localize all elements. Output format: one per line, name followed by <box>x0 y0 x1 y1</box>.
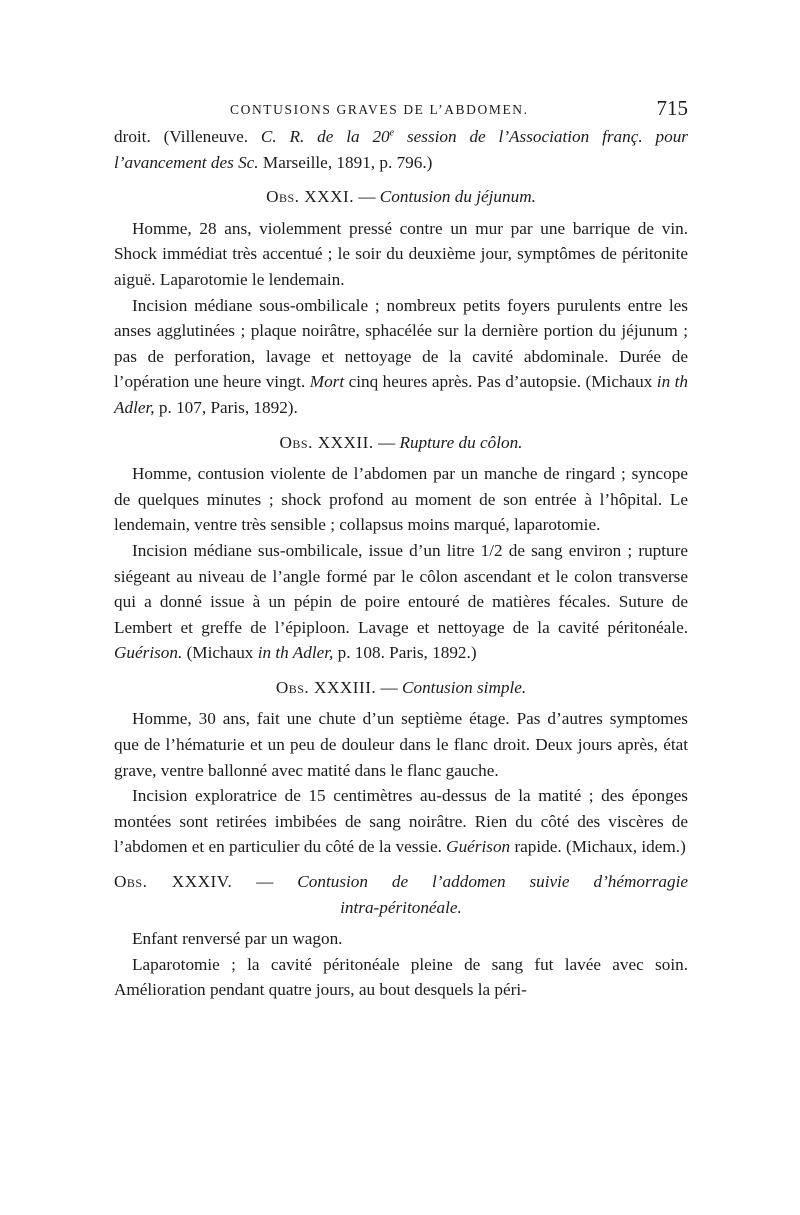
obs-31-label: Obs. XXXI. <box>266 187 355 207</box>
obs-34-paragraph-2: Laparotomie ; la cavité péritonéale pleine de sang fut lavée avec soin. Amélioration pendant quatre jours, au bout desquels la péri- <box>114 954 688 1000</box>
outcome-guerison: Guérison <box>446 837 511 857</box>
obs-33-paragraph-1: Homme, 30 ans, fait une chute d’un septième étage. Pas d’autres symptomes que de l’hématurie et un peu de douleur dans le flanc droit. Deux jours après, état grave, ventre ballonné avec matité dans le flanc gauche. <box>114 709 688 780</box>
obs-32-label: Obs. XXXII. <box>279 432 374 452</box>
obs-31-title: Contusion du jéjunum. <box>379 187 536 207</box>
obs-32-heading: Obs. XXXII. — Rupture du côlon. <box>279 432 523 452</box>
obs-34-title-line-2: intra-péritonéale. <box>340 897 462 917</box>
reference-italic: C. R. de la 20e session de l’Association franç. pour l’avancement des Sc. <box>114 127 689 172</box>
obs-32-title: Rupture du côlon. <box>399 432 523 452</box>
obs-33-paragraph-2: Incision exploratrice de 15 centimètres au-dessus de la matité ; des éponges montées sont retirées imbibées de sang noirâtre. Rien du côté des viscères de l’abdomen et en particulier du côté de la vessie. Guérison rapide. (Michaux, idem.) <box>114 786 688 857</box>
obs-32-paragraph-1: Homme, contusion violente de l’abdomen par un manche de ringard ; syncope de quelques minutes ; shock profond au moment de son entrée à l’hôpital. Le lendemain, ventre très sensible ; collapsus moins marqué, laparotomie. <box>114 464 688 535</box>
obs-31-paragraph-2: Incision médiane sous-ombilicale ; nombreux petits foyers purulents entre les anses agglutinées ; plaque noirâtre, sphacélée sur la dernière portion du jéjunum ; pas de perforation, lavage et nettoyage de la cavité abdominale. Durée de l’opération une heure vingt. Mort cinq heures après. Pas d’autopsie. (Michaux in th Adler, p. 107, Paris, 1892). <box>114 295 688 417</box>
outcome-mort: Mort <box>309 372 345 392</box>
obs-33-title: Contusion simple. <box>402 677 527 697</box>
outcome-guerison: Guérison. <box>114 643 183 663</box>
obs-33-label: Obs. XXXIII. <box>275 677 377 697</box>
running-title: CONTUSIONS GRAVES DE L’ABDOMEN. <box>230 102 529 117</box>
obs-31-heading: Obs. XXXI. — Contusion du jéjunum. <box>266 187 536 207</box>
obs-34-heading: Obs. XXXIV. — Contusion de l’addomen suivie d’hémorragie intra-péritonéale. <box>114 872 688 917</box>
opening-paragraph: droit. (Villeneuve. C. R. de la 20e session de l’Association franç. pour l’avancement des Sc. Marseille, 1891, p. 796.) <box>114 127 689 172</box>
obs-34-paragraph-1: Enfant renversé par un wagon. <box>132 929 343 949</box>
obs-31-paragraph-1: Homme, 28 ans, violemment pressé contre un mur par une barrique de vin. Shock immédiat très accentué ; le soir du deuxième jour, symptômes de péritonite aiguë. Laparotomie le lendemain. <box>114 218 688 289</box>
running-head <box>114 96 688 124</box>
page-number: 715 <box>656 96 688 120</box>
obs-33-heading: Obs. XXXIII. — Contusion simple. <box>275 677 527 697</box>
obs-34-label: Obs. XXXIV. <box>114 872 233 892</box>
obs-34-title-line-1: Contusion de l’addomen suivie d’hémorragie <box>297 872 688 892</box>
book-page <box>114 96 688 1003</box>
obs-32-paragraph-2: Incision médiane sus-ombilicale, issue d’un litre 1/2 de sang environ ; rupture siégeant au niveau de l’angle formé par le côlon ascendant et le colon transverse qui a donné issue à un pépin de poire entouré de matières fécales. Suture de Lembert et greffe de l’épiploon. Lavage et nettoyage de la cavité péritonéale. Guérison. (Michaux in th Adler, p. 108. Paris, 1892.) <box>114 540 688 663</box>
